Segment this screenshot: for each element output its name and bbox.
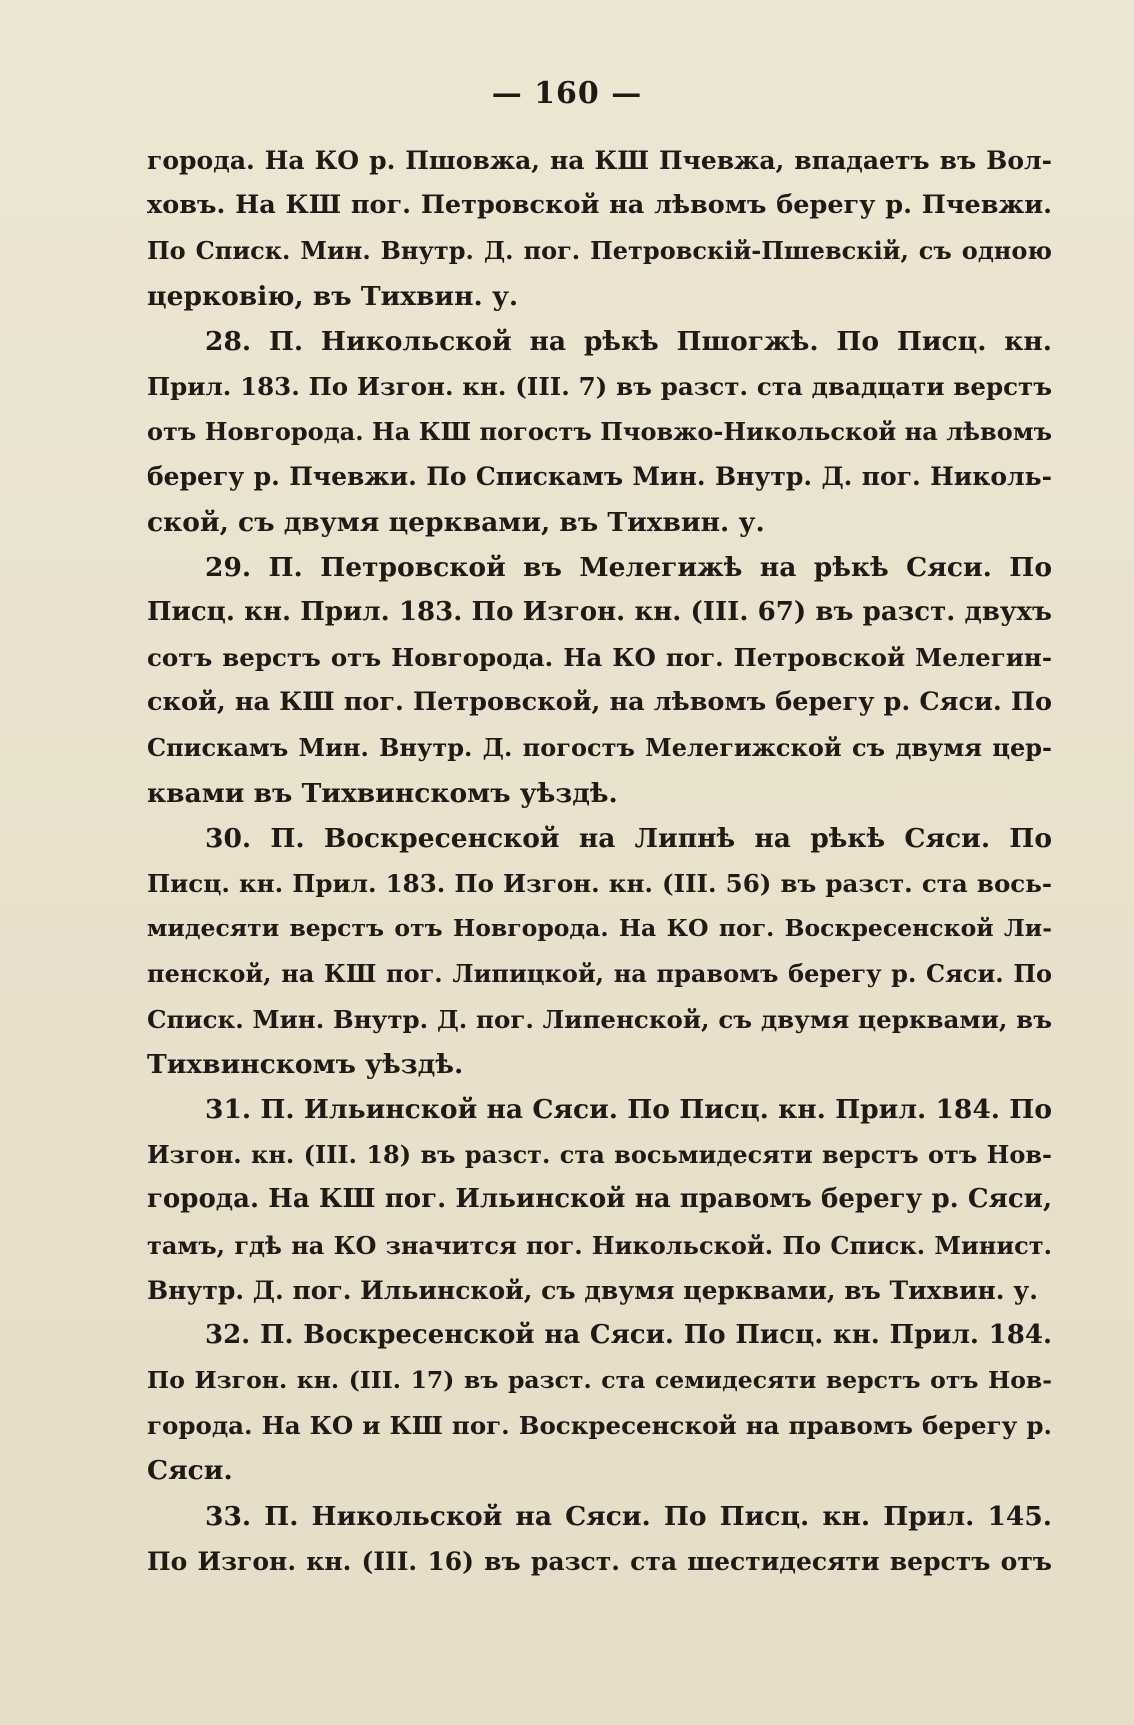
text-line: города. На КШ пог. Ильинской на правомъ берегу р. Сяси,: [147, 1184, 1052, 1215]
text-line: мидесяти верстъ отъ Новгорода. На КО пог. Воскресенской Ли-: [147, 914, 1052, 943]
text-line: Изгон. кн. (III. 18) въ разст. ста восьмидесяти верстъ отъ Нов-: [147, 1140, 1052, 1170]
text-line: Прил. 183. По Изгон. кн. (III. 7) въ разст. ста двадцати верстъ: [147, 371, 1052, 401]
text-line: По Списк. Мин. Внутр. Д. пог. Петровскій-Пшевскій, съ одною: [147, 236, 1052, 266]
entry-heading-line: 33. П. Никольской на Сяси. По Писц. кн. Прил. 145.: [205, 1500, 1052, 1532]
text-line: тамъ, гдѣ на КО значится пог. Никольской. По Списк. Минист.: [147, 1230, 1052, 1260]
text-line: Спискамъ Мин. Внутр. Д. погостъ Мелегижской съ двумя цер-: [147, 733, 1052, 763]
text-line: Сяси.: [147, 1455, 233, 1487]
text-line: ховъ. На КШ пог. Петровской на лѣвомъ берегу р. Пчевжи.: [147, 190, 1052, 221]
text-line: Списк. Мин. Внутр. Д. пог. Липенской, съ двумя церквами, въ: [147, 1004, 1052, 1034]
entry-heading-line: 28. П. Никольской на рѣкѣ Пшогжѣ. По Писц. кн.: [205, 325, 1052, 357]
text-line: отъ Новгорода. На КШ погостъ Пчовжо-Никольской на лѣвомъ: [147, 417, 1052, 447]
entry-heading-line: 31. П. Ильинской на Сяси. По Писц. кн. Прил. 184. По: [205, 1093, 1052, 1125]
text-line: квами въ Тихвинскомъ уѣздѣ.: [147, 777, 618, 809]
entry-heading-line: 30. П. Воскресенской на Липнѣ на рѣкѣ Сяси. По: [205, 822, 1052, 854]
text-line: Тихвинскомъ уѣздѣ.: [147, 1048, 464, 1080]
page-body-text: [147, 138, 1052, 1584]
entry-heading-line: 29. П. Петровской въ Мелегижѣ на рѣкѣ Сяси. По: [205, 551, 1052, 583]
text-line: сотъ верстъ отъ Новгорода. На КО пог. Петровской Мелегин-: [147, 643, 1052, 673]
text-line: города. На КО р. Пшовжа, на КШ Пчевжа, впадаетъ въ Вол-: [147, 146, 1052, 175]
text-line: Писц. кн. Прил. 183. По Изгон. кн. (III. 56) въ разст. ста вось-: [147, 869, 1052, 898]
text-line: По Изгон. кн. (III. 17) въ разст. ста семидесяти верстъ отъ Нов-: [147, 1366, 1052, 1395]
entry-heading-line: 32. П. Воскресенской на Сяси. По Писц. кн. Прил. 184.: [205, 1319, 1052, 1350]
text-line: По Изгон. кн. (III. 16) въ разст. ста шестидесяти верстъ отъ: [147, 1546, 1052, 1576]
page-number: — 160 —: [491, 76, 643, 111]
text-line: ской, на КШ пог. Петровской, на лѣвомъ берегу р. Сяси. По: [147, 687, 1052, 718]
text-line: церковію, въ Тихвин. у.: [147, 280, 519, 312]
text-line: Писц. кн. Прил. 183. По Изгон. кн. (III. 67) въ разст. двухъ: [147, 596, 1052, 627]
text-line: пенской, на КШ пог. Липицкой, на правомъ берегу р. Сяси. По: [147, 959, 1052, 989]
text-line: ской, съ двумя церквами, въ Тихвин. у.: [147, 506, 765, 538]
text-line: берегу р. Пчевжи. По Спискамъ Мин. Внутр. Д. пог. Николь-: [147, 462, 1052, 492]
text-line: Внутр. Д. пог. Ильинской, съ двумя церквами, въ Тихвин. у.: [147, 1275, 1038, 1305]
text-line: города. На КО и КШ пог. Воскресенской на правомъ берегу р.: [147, 1411, 1052, 1441]
